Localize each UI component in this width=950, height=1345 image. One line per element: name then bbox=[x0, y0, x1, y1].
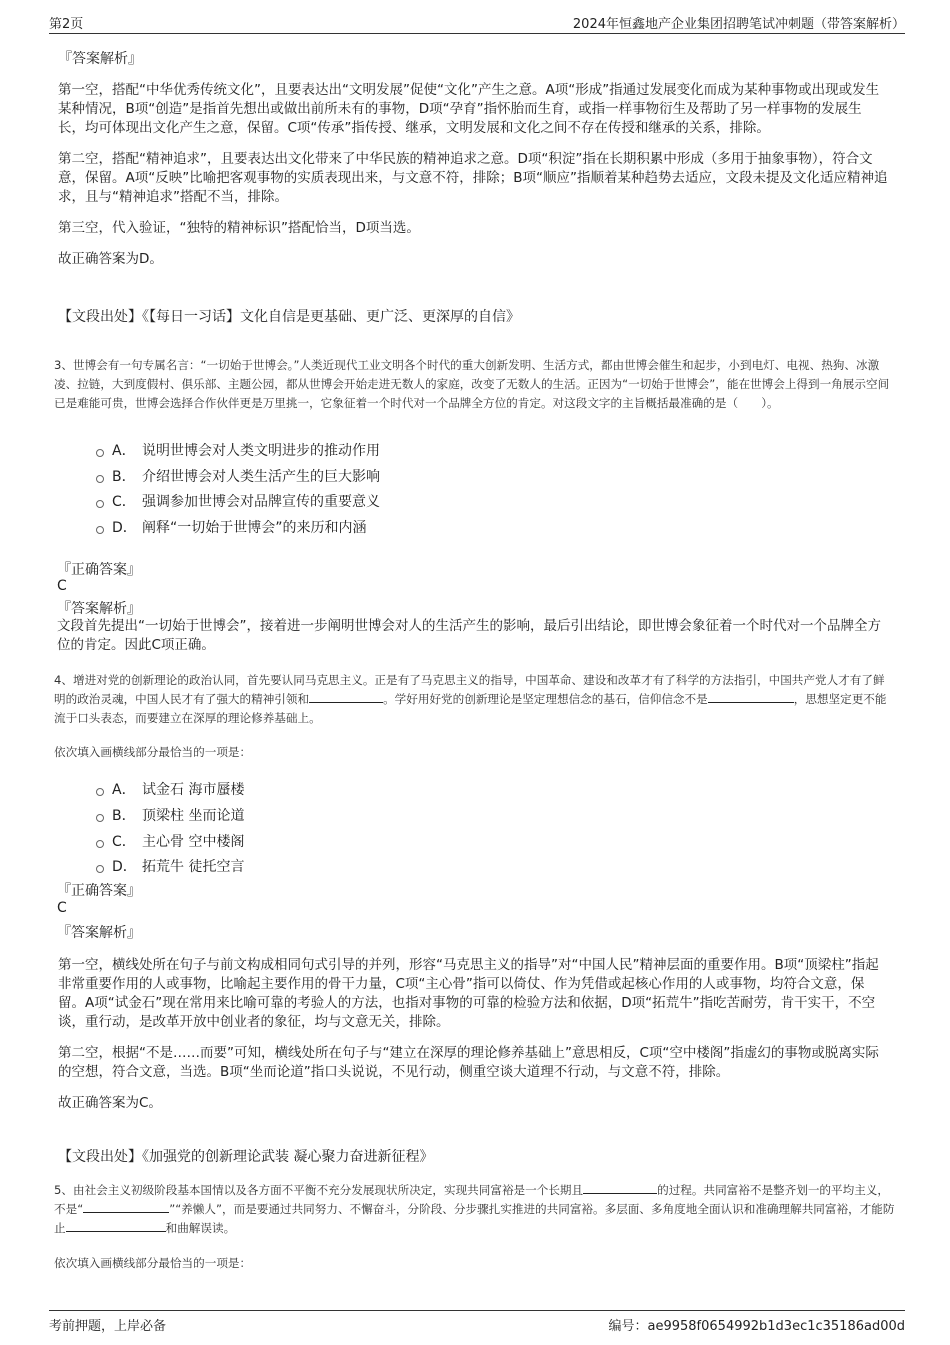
q4-source: 【文段出处】《加强党的创新理论武装 凝心聚力奋进新征程》 bbox=[58, 1149, 434, 1165]
q4-stem: 4、增进对党的创新理论的政治认同，首先要认同马克思主义。正是有了马克思主义的指导，中国革命、建设和改革才有了科学的方法指引，中国共产党人才有了鲜明的政治灵魂，中国人民才有了强大的精神引领和 。学好用好党的创新理论是坚定理想信念的基石，信仰信念不是 ，思想坚定更不能流于口头表态，而要建立在深厚的理论修养基础上。 bbox=[54, 673, 887, 725]
q4-option-d[interactable]: D． 拓荒牛 徒托空言 bbox=[96, 856, 244, 876]
q4-analysis-p3: 故正确答案为C。 bbox=[58, 1095, 162, 1111]
q3-answer-label: 『正确答案』 bbox=[57, 562, 141, 578]
page-footer bbox=[49, 1310, 905, 1335]
q3-option-a[interactable]: A． 说明世博会对人类文明进步的推动作用 bbox=[96, 440, 380, 460]
q2-analysis-p2: 第二空，搭配“精神追求”，且要表达出文化带来了中华民族的精神追求之意。D项“积淀”指在长期积累中形成（多用于抽象事物），符合文意，保留。A项“反映”比喻把客观事物的实质表现出来，与文意不符，排除；B项“顺应”指顺着某种趋势去适应，文段未提及文化适应精神追求，且与“精神追求”搭配不当，排除。 bbox=[58, 151, 888, 205]
q2-analysis bbox=[58, 81, 888, 281]
document-title: 2024年恒鑫地产企业集团招聘笔试冲刺题（带答案解析） bbox=[572, 17, 905, 32]
q4-option-a[interactable]: A． 试金石 海市蜃楼 bbox=[96, 779, 244, 799]
radio-icon[interactable] bbox=[96, 449, 104, 457]
radio-icon[interactable] bbox=[96, 814, 104, 822]
blank-2 bbox=[83, 1200, 169, 1213]
blank-1 bbox=[309, 690, 383, 703]
q3-analysis: 文段首先提出“一切始于世博会”，接着进一步阐明世博会对人的生活产生的影响，最后引出结论，即世博会象征着一个时代对一个品牌全方位的肯定。因此C项正确。 bbox=[57, 618, 881, 653]
q4-option-b[interactable]: B． 顶梁柱 坐而论道 bbox=[96, 805, 244, 825]
q3-stem: 3、世博会有一句专属名言：“一切始于世博会。”人类近现代工业文明各个时代的重大创新发明、生活方式，都由世博会催生和起步，小到电灯、电视、热狗、冰激凌、拉链，大到度假村、俱乐部、主题公园，都从世博会开始走进无数人的家庭，改变了无数人的生活。正因为“一切始于世博会”，能在世博会上得到一角展示空间已是难能可贵，世博会选择合作伙伴更是万里挑一，它象征着一个时代对一个品牌全方位的肯定。对这段文字的主旨概括最准确的是（ ）。 bbox=[54, 358, 890, 410]
q3-answer: C bbox=[57, 578, 67, 594]
radio-icon[interactable] bbox=[96, 865, 104, 873]
page-number: 第2页 bbox=[49, 17, 84, 32]
q4-analysis-p1: 第一空，横线处所在句子与前文构成相同句式引导的并列，形容“马克思主义的指导”对“中国人民”精神层面的重要作用。B项“顶梁柱”指起非常重要作用的人或事物，比喻起主要作用的骨干力量，C项“主心骨”指可以倚仗、作为凭借或起核心作用的人或事物，均符合文意，保留。A项“试金石”现在常用来比喻可靠的考验人的方法，也指对事物的可靠的检验方法和依据，D项“拓荒牛”指吃苦耐劳，肯干实干，不空谈，重行动，是改革开放中创业者的象征，均与文意无关，排除。 bbox=[58, 957, 879, 1030]
radio-icon[interactable] bbox=[96, 500, 104, 508]
q4-option-c[interactable]: C． 主心骨 空中楼阁 bbox=[96, 831, 244, 851]
q2-source: 【文段出处】《【每日一习话】文化自信是更基础、更广泛、更深厚的自信》 bbox=[58, 309, 520, 325]
q4-analysis bbox=[58, 956, 888, 1125]
blank-2 bbox=[708, 690, 794, 703]
q4-answer: C bbox=[57, 900, 67, 916]
q4-prompt: 依次填入画横线部分最恰当的一项是： bbox=[54, 745, 252, 759]
radio-icon[interactable] bbox=[96, 475, 104, 483]
q4-analysis-p2: 第二空，根据“不是……而要”可知，横线处所在句子与“建立在深厚的理论修养基础上”意思相反，C项“空中楼阁”指虚幻的事物或脱离实际的空想，符合文意，当选。B项“坐而论道”指口头说说，不见行动，侧重空谈大道理不行动，与文意不符，排除。 bbox=[58, 1045, 879, 1080]
blank-1 bbox=[583, 1181, 657, 1194]
q3-option-b[interactable]: B． 介绍世博会对人类生活产生的巨大影响 bbox=[96, 466, 380, 486]
q4-answer-label: 『正确答案』 bbox=[57, 883, 141, 899]
q2-analysis-p4: 故正确答案为D。 bbox=[58, 251, 163, 267]
q3-option-c[interactable]: C． 强调参加世博会对品牌宣传的重要意义 bbox=[96, 491, 380, 511]
q2-analysis-label: 『答案解析』 bbox=[58, 51, 142, 67]
footer-serial: 编号：ae9958f0654992b1d3ec1c35186ad00d bbox=[608, 1319, 905, 1334]
q4-analysis-label: 『答案解析』 bbox=[57, 925, 141, 941]
blank-3 bbox=[66, 1219, 166, 1232]
radio-icon[interactable] bbox=[96, 526, 104, 534]
q5-stem: 5、由社会主义初级阶段基本国情以及各方面不平衡不充分发展现状所决定，实现共同富裕是一个长期且 的过程。共同富裕不是整齐划一的平均主义，不是“ ”“养懒人”，而是要通过共同努力、不懈奋斗，分阶段、分步骤扎实推进的共同富裕。多层面、多角度地全面认识和准确理解共同富裕，才能防止 和曲解误读。 bbox=[54, 1183, 895, 1235]
q2-analysis-p1: 第一空，搭配“中华优秀传统文化”，且要表达出“文明发展”促使“文化”产生之意。A项“形成”指通过发展变化而成为某种事物或出现或发生某种情况，B项“创造”是指首先想出或做出前所未有的事物，D项“孕育”指怀胎而生育，或指一样事物衍生及帮助了另一样事物的发展生长，均可体现出文化产生之意，保留。C项“传承”指传授、继承，文明发展和文化之间不存在传授和继承的关系，排除。 bbox=[58, 82, 880, 136]
q3-option-d[interactable]: D． 阐释“一切始于世博会”的来历和内涵 bbox=[96, 517, 367, 537]
q2-analysis-p3: 第三空，代入验证，“独特的精神标识”搭配恰当，D项当选。 bbox=[58, 220, 420, 236]
radio-icon[interactable] bbox=[96, 840, 104, 848]
footer-slogan: 考前押题，上岸必备 bbox=[49, 1319, 167, 1334]
q3-analysis-label: 『答案解析』 bbox=[57, 601, 141, 617]
page-header bbox=[49, 11, 905, 34]
radio-icon[interactable] bbox=[96, 788, 104, 796]
q5-prompt: 依次填入画横线部分最恰当的一项是： bbox=[54, 1256, 252, 1270]
